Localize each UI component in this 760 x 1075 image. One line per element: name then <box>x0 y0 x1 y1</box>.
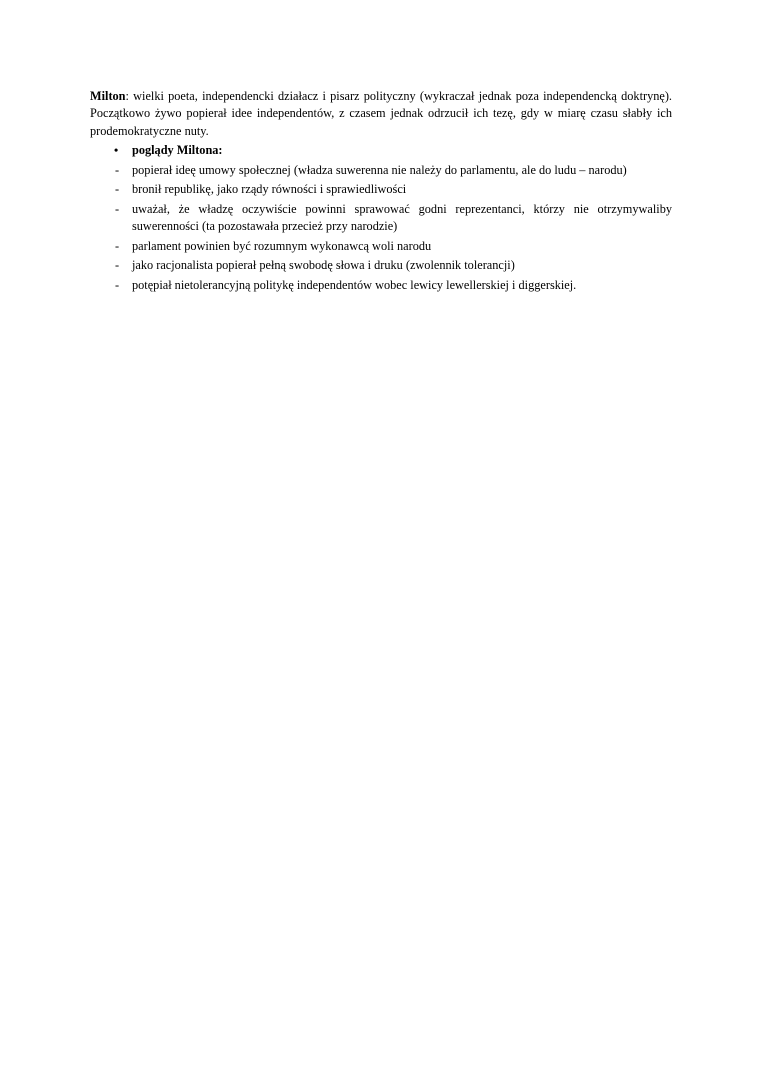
list-item: - parlament powinien być rozumnym wykonawcą woli narodu <box>90 238 672 255</box>
list-item: - bronił republikę, jako rządy równości i sprawiedliwości <box>90 181 672 198</box>
document-body <box>90 88 672 294</box>
bullet-heading: • poglądy Miltona: <box>90 142 672 159</box>
list-item: - uważał, że władzę oczywiście powinni sprawować godni reprezentanci, którzy nie otrzymywaliby suwerenności (ta pozostawała przecież przy narodzie) <box>90 201 672 236</box>
intro-lead-term: Milton <box>90 89 126 103</box>
dash-list <box>90 162 672 294</box>
list-item: - popierał ideę umowy społecznej (władza suwerenna nie należy do parlamentu, ale do ludu – narodu) <box>90 162 672 179</box>
list-item: - jako racjonalista popierał pełną swobodę słowa i druku (zwolennik tolerancji) <box>90 257 672 274</box>
bullet-list <box>90 142 672 159</box>
list-item: - potępiał nietolerancyjną politykę independentów wobec lewicy lewellerskiej i diggerskiej. <box>90 277 672 294</box>
intro-text: : wielki poeta, independencki działacz i pisarz polityczny (wykraczał jednak poza independencką doktrynę). Początkowo żywo popierał idee independentów, z czasem jednak odrzucił ich tezę, gdy w miarę czasu słabły ich prodemokratyczne nuty. <box>90 89 672 138</box>
intro-paragraph <box>90 88 672 140</box>
